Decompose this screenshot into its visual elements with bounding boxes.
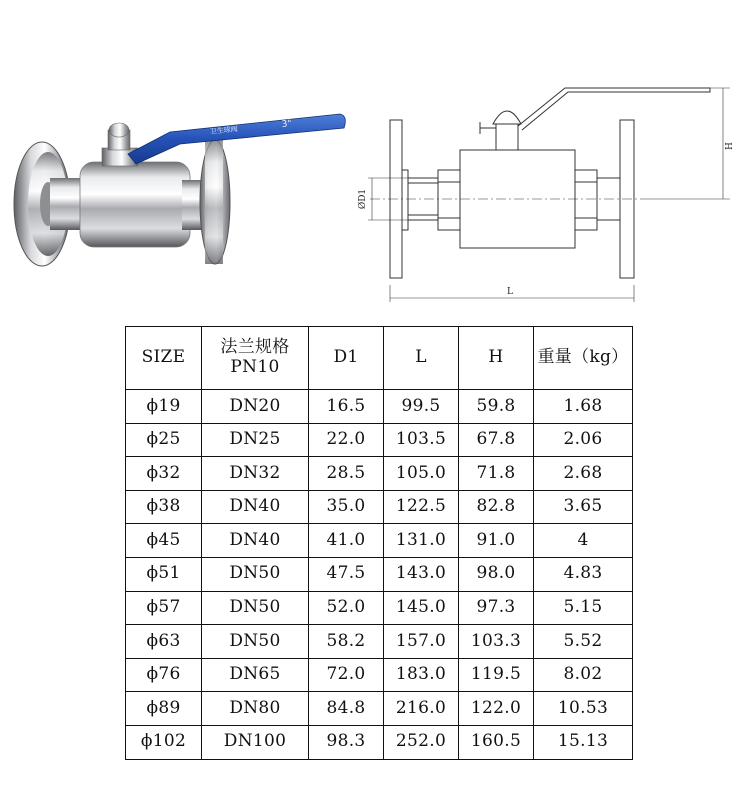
cell-l: 157.0: [384, 625, 459, 659]
table-row: [126, 457, 633, 491]
cell-flange: DN25: [202, 423, 309, 457]
cell-size: ϕ19: [126, 390, 202, 424]
cell-h: 82.8: [459, 490, 534, 524]
cell-d1: 58.2: [309, 625, 384, 659]
cell-d1: 35.0: [309, 490, 384, 524]
cell-weight: 8.02: [534, 658, 633, 692]
cell-l: 252.0: [384, 725, 459, 759]
cell-weight: 2.06: [534, 423, 633, 457]
header-l: L: [384, 327, 459, 390]
cell-size: ϕ76: [126, 658, 202, 692]
handle-text-brand: 卫生球阀: [209, 125, 239, 136]
cell-flange: DN65: [202, 658, 309, 692]
cell-d1: 72.0: [309, 658, 384, 692]
table-row: [126, 490, 633, 524]
cell-weight: 5.15: [534, 591, 633, 625]
dimension-label-d1: ØD1: [358, 188, 368, 210]
cell-flange: DN100: [202, 725, 309, 759]
cell-weight: 2.68: [534, 457, 633, 491]
cell-weight: 5.52: [534, 625, 633, 659]
cell-size: ϕ89: [126, 692, 202, 726]
header-flange-spec: [202, 327, 309, 390]
cell-weight: 4: [534, 524, 633, 558]
ball-valve-photo: [10, 92, 355, 297]
cell-d1: 22.0: [309, 423, 384, 457]
dimension-label-h: H: [725, 142, 735, 150]
cell-l: 143.0: [384, 557, 459, 591]
table-row: [126, 692, 633, 726]
header-h: H: [459, 327, 534, 390]
cell-flange: DN50: [202, 591, 309, 625]
cell-h: 119.5: [459, 658, 534, 692]
cell-size: ϕ63: [126, 625, 202, 659]
cell-h: 59.8: [459, 390, 534, 424]
dimension-label-l: L: [507, 287, 513, 297]
cell-l: 131.0: [384, 524, 459, 558]
header-flange-line1: 法兰规格: [220, 337, 290, 358]
cell-l: 145.0: [384, 591, 459, 625]
spec-table: [125, 326, 633, 760]
cell-flange: DN40: [202, 490, 309, 524]
cell-d1: 47.5: [309, 557, 384, 591]
table-header-row: [126, 327, 633, 390]
right-flange: [200, 140, 230, 264]
cell-l: 216.0: [384, 692, 459, 726]
cell-l: 103.5: [384, 423, 459, 457]
table-row: [126, 725, 633, 759]
cell-d1: 41.0: [309, 524, 384, 558]
blue-lever-handle: [128, 114, 345, 164]
cell-h: 97.3: [459, 591, 534, 625]
header-size: SIZE: [126, 327, 202, 390]
table-row: [126, 557, 633, 591]
cell-flange: DN40: [202, 524, 309, 558]
cell-h: 67.8: [459, 423, 534, 457]
cell-l: 183.0: [384, 658, 459, 692]
cell-size: ϕ57: [126, 591, 202, 625]
header-d1: D1: [309, 327, 384, 390]
cell-weight: 4.83: [534, 557, 633, 591]
cell-size: ϕ102: [126, 725, 202, 759]
handle-text-size: 3": [281, 119, 293, 130]
cell-flange: DN20: [202, 390, 309, 424]
cell-size: ϕ45: [126, 524, 202, 558]
cell-weight: 15.13: [534, 725, 633, 759]
cell-size: ϕ51: [126, 557, 202, 591]
cell-l: 105.0: [384, 457, 459, 491]
table-row: [126, 625, 633, 659]
cell-h: 71.8: [459, 457, 534, 491]
cell-l: 122.5: [384, 490, 459, 524]
cell-h: 160.5: [459, 725, 534, 759]
valve-body: [80, 162, 190, 247]
cell-flange: DN80: [202, 692, 309, 726]
valve-technical-drawing: [350, 70, 745, 310]
cell-weight: 1.68: [534, 390, 633, 424]
cell-flange: DN50: [202, 625, 309, 659]
table-row: [126, 524, 633, 558]
cell-flange: DN50: [202, 557, 309, 591]
cell-size: ϕ38: [126, 490, 202, 524]
cell-size: ϕ32: [126, 457, 202, 491]
table-row: [126, 591, 633, 625]
table-row: [126, 658, 633, 692]
table-row: [126, 423, 633, 457]
cell-d1: 98.3: [309, 725, 384, 759]
cell-weight: 3.65: [534, 490, 633, 524]
cell-d1: 52.0: [309, 591, 384, 625]
cell-d1: 16.5: [309, 390, 384, 424]
table-row: [126, 390, 633, 424]
cell-h: 103.3: [459, 625, 534, 659]
cell-l: 99.5: [384, 390, 459, 424]
cell-h: 91.0: [459, 524, 534, 558]
cell-h: 98.0: [459, 557, 534, 591]
cell-flange: DN32: [202, 457, 309, 491]
cell-size: ϕ25: [126, 423, 202, 457]
header-flange-line2: PN10: [230, 357, 280, 377]
cell-h: 122.0: [459, 692, 534, 726]
cell-d1: 84.8: [309, 692, 384, 726]
table-body: [126, 390, 633, 760]
header-weight: 重量（kg）: [534, 327, 633, 390]
cell-d1: 28.5: [309, 457, 384, 491]
cell-weight: 10.53: [534, 692, 633, 726]
